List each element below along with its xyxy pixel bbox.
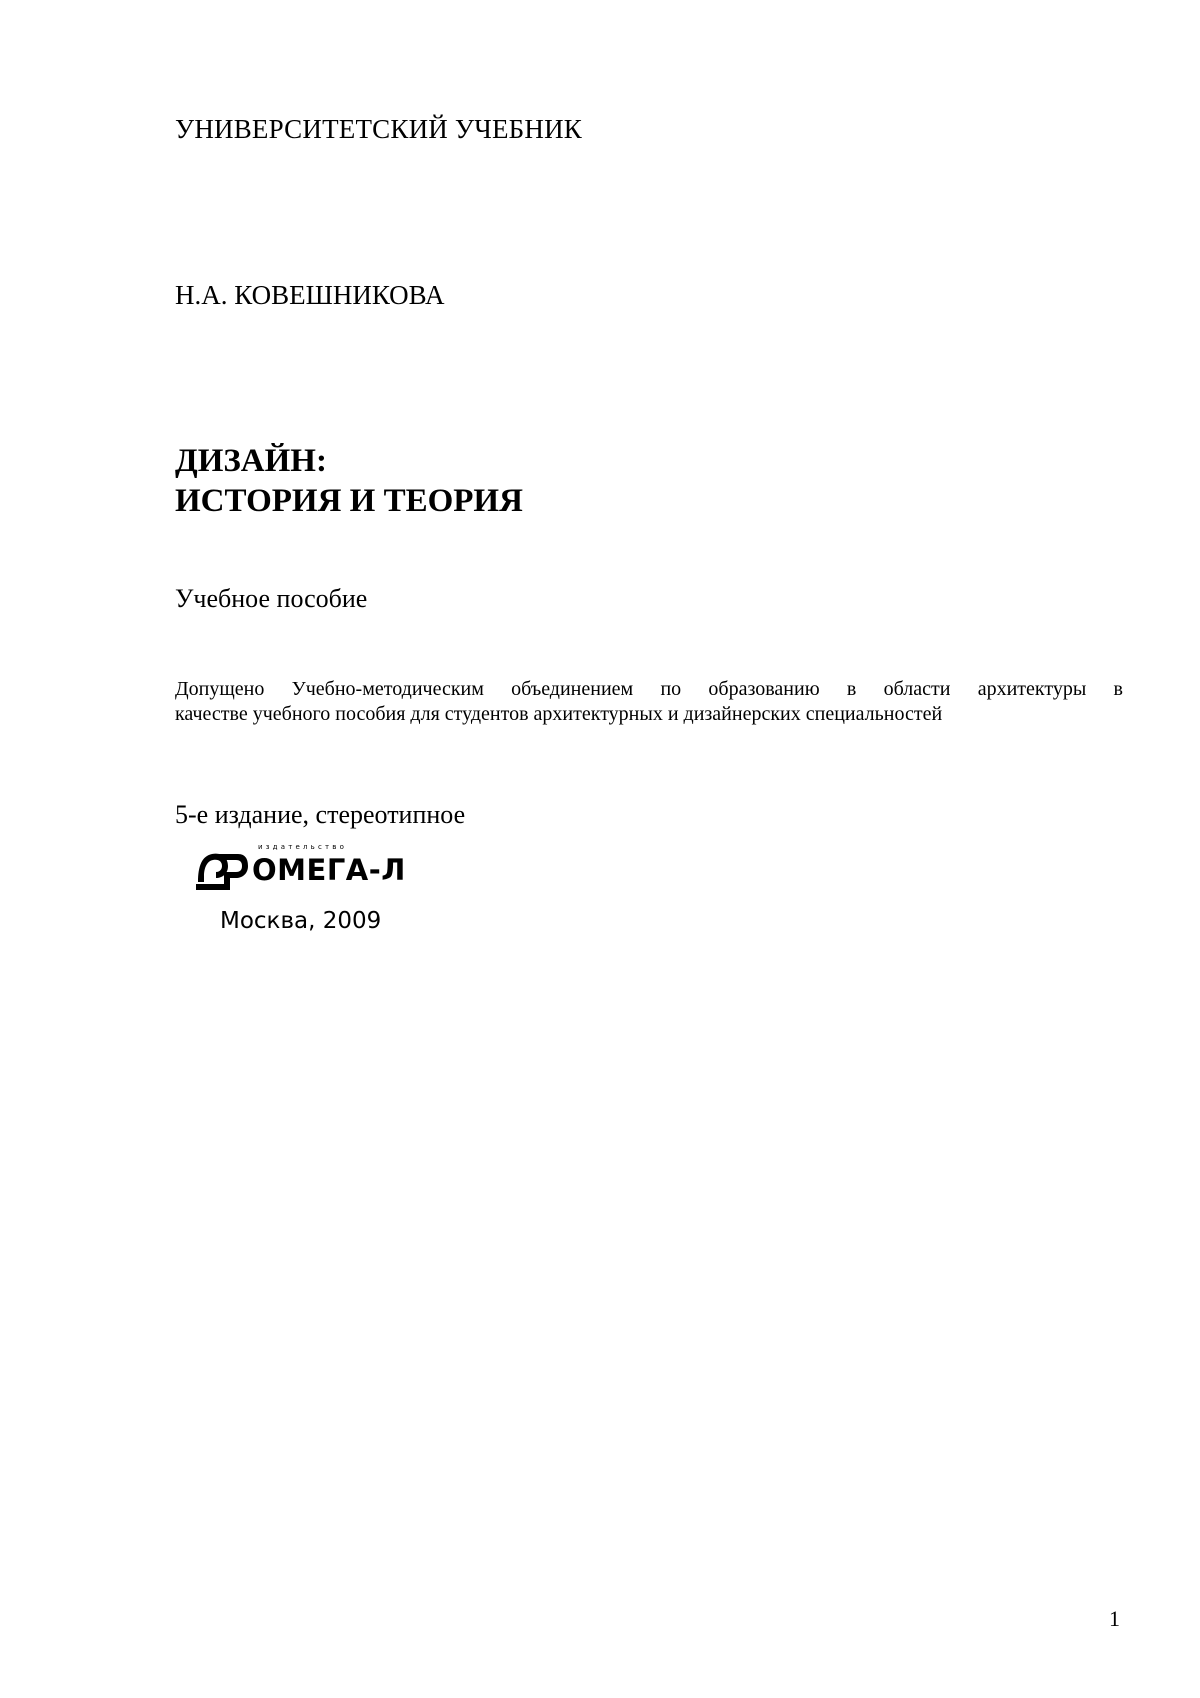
publisher-logo [194, 842, 406, 894]
omega-logo-icon [194, 842, 250, 894]
publisher-logo-caption: издательство [258, 843, 348, 851]
series-name: УНИВЕРСИТЕТСКИЙ УЧЕБНИК [175, 114, 582, 144]
publication-city-year: Москва, 2009 [220, 908, 382, 934]
publisher-name: ОМЕГА-Л [252, 853, 406, 887]
page-number: 1 [1109, 1606, 1120, 1631]
edition-info: 5-е издание, стереотипное [175, 800, 466, 829]
title-line-1: ДИЗАЙН: [175, 443, 327, 479]
book-subtitle: Учебное пособие [175, 584, 368, 613]
book-title [175, 441, 523, 521]
author-name: Н.А. КОВЕШНИКОВА [175, 280, 445, 310]
approval-note [175, 677, 1123, 727]
title-line-2: ИСТОРИЯ И ТЕОРИЯ [175, 483, 523, 519]
approval-line-1: Допущено Учебно-методическим объединением по образованию в области архитектуры в [175, 678, 1123, 700]
approval-line-2: качестве учебного пособия для студентов архитектурных и дизайнерских специальностей [175, 703, 943, 725]
